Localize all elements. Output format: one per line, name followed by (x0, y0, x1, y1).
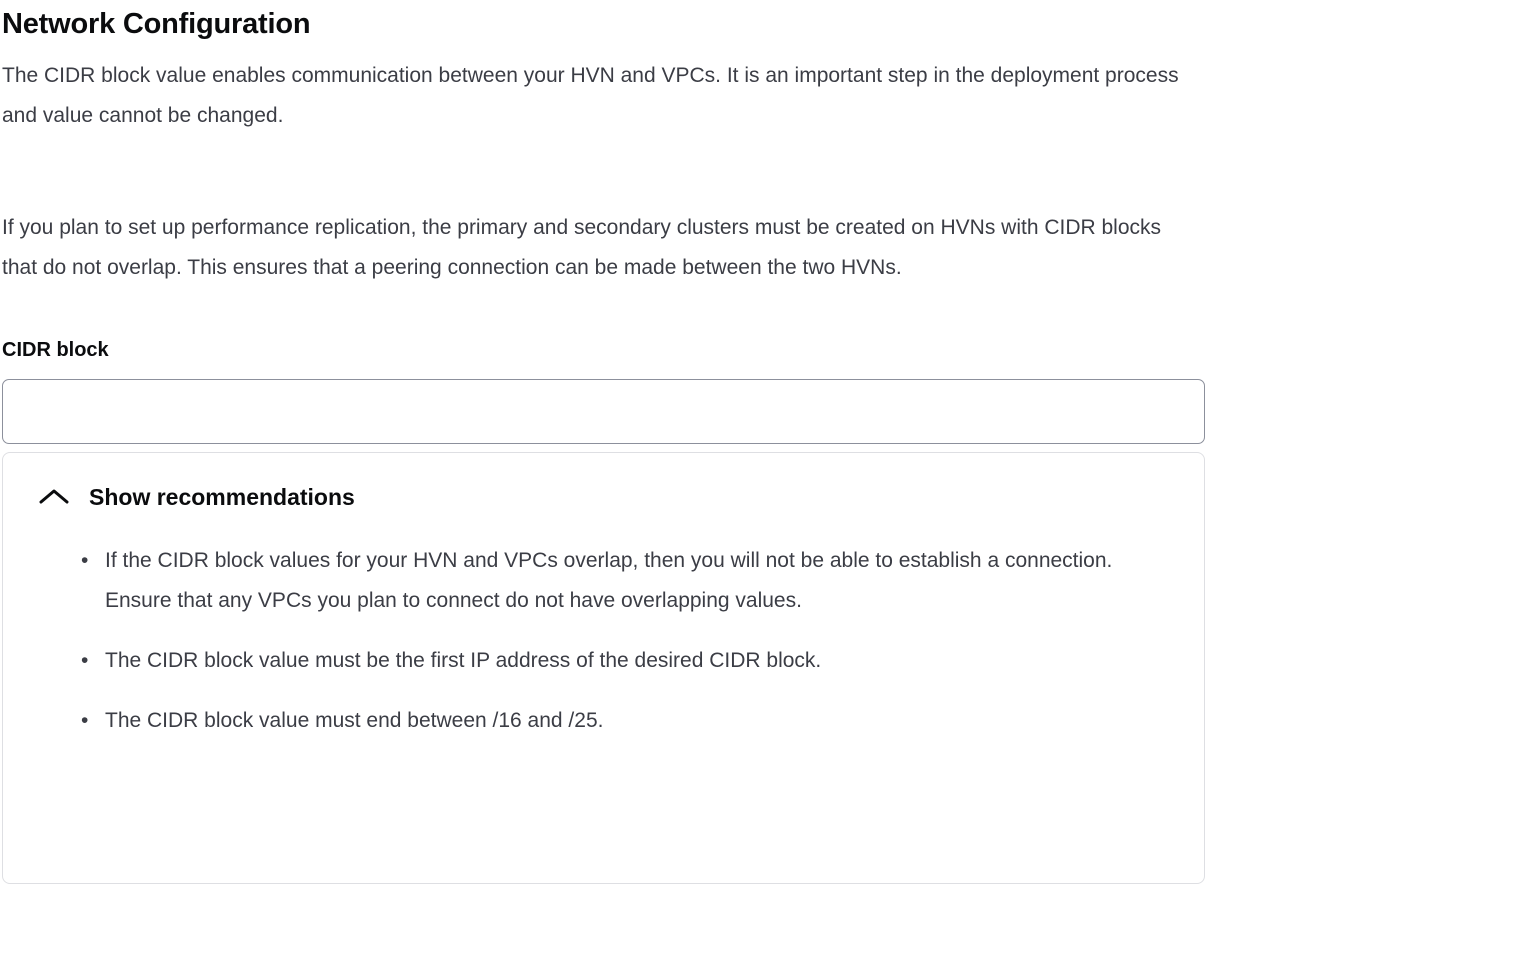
description-paragraph-1: The CIDR block value enables communication between your HVN and VPCs. It is an important step in the deployment process and value cannot be changed. (2, 64, 1179, 127)
show-recommendations-toggle[interactable] (27, 479, 359, 515)
list-item: • If the CIDR block values for your HVN and VPCs overlap, then you will not be able to establish a connection. Ensure that any VPCs you plan to connect do not have overlapping values. (27, 541, 1180, 621)
cidr-block-input[interactable] (2, 379, 1205, 444)
list-item: • The CIDR block value must be the first IP address of the desired CIDR block. (27, 641, 1180, 681)
recommendations-panel (2, 452, 1205, 884)
show-recommendations-label: Show recommendations (89, 484, 355, 510)
description-paragraph-2: If you plan to set up performance replication, the primary and secondary clusters must be created on HVNs with CIDR blocks that do not overlap. This ensures that a peering connection can be made between the two HVNs. (2, 216, 1162, 279)
list-item: • The CIDR block value must end between /16 and /25. (27, 701, 1180, 741)
cidr-block-label: CIDR block (2, 339, 109, 361)
page-title: Network Configuration (2, 8, 311, 40)
chevron-up-icon (37, 485, 71, 509)
recommendations-list (27, 541, 1180, 741)
